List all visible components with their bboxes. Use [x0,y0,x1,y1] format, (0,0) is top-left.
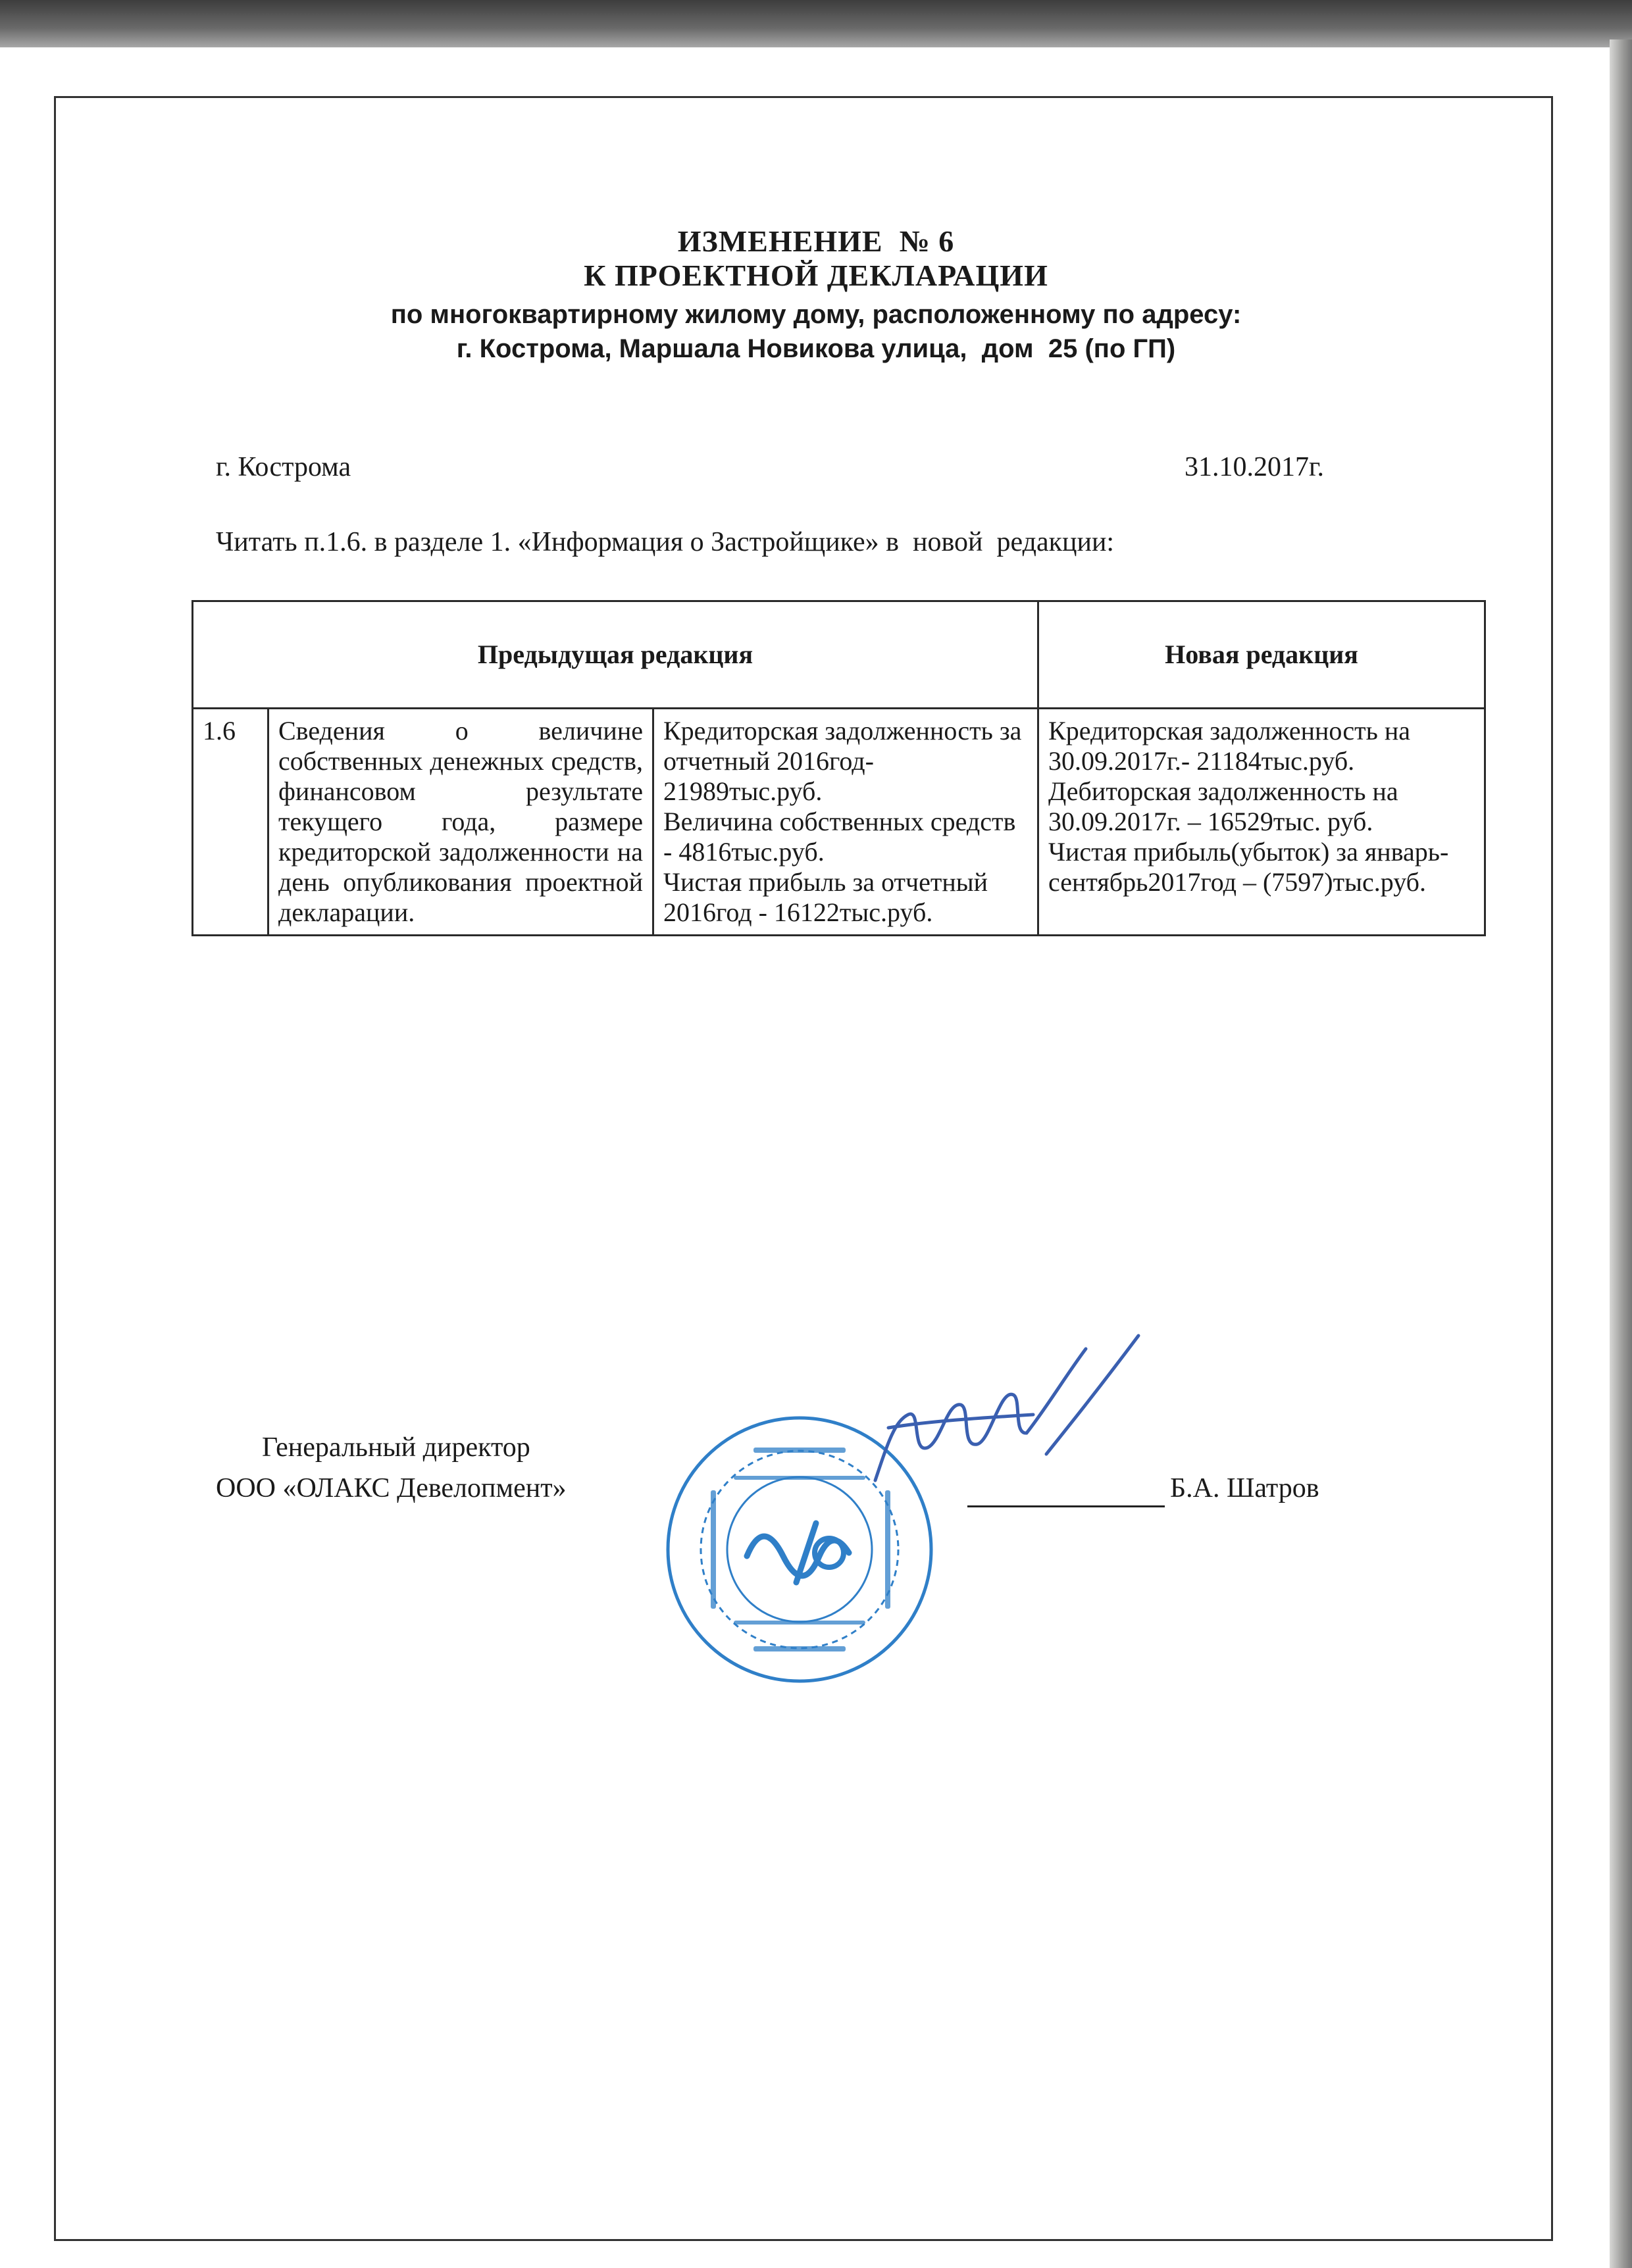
signatory-name: Б.А. Шатров [1170,1473,1319,1503]
intro-text: Читать п.1.6. в разделе 1. «Информация о Застройщике» в новой редакции: [216,527,1115,557]
signatory-position: Генеральный директор [262,1432,530,1463]
previous-line: Чистая прибыль за отчетный 2016год - 16122тыс.руб. [663,867,988,927]
row-previous [653,709,1038,936]
new-line: Дебиторская задолженность на 30.09.2017г. – 16529тыс. руб. [1048,776,1398,836]
doc-title-line2: К ПРОЕКТНОЙ ДЕКЛАРАЦИИ [584,259,1048,292]
doc-title-line1: ИЗМЕНЕНИЕ № 6 [677,224,955,258]
previous-line: Кредиторская задолженность за отчетный 2016год- 21989тыс.руб. [663,716,1022,806]
new-line: Кредиторская задолженность на 30.09.2017г.- 21184тыс.руб. [1048,716,1411,776]
declaration-table [191,600,1486,936]
table-row [193,709,1485,936]
scan-dark-edge-right [1610,39,1632,2268]
doc-city: г. Кострома [216,452,351,482]
row-description: Сведения о величине собственных денежных средств, финансовом результате текущего года, размере кредиторской задолженности на день опубликования проектной декларации. [268,709,653,936]
doc-subtitle-line2: г. Кострома, Маршала Новикова улица, дом 25 (по ГП) [456,334,1176,363]
signatory-company: ООО «ОЛАКС Девелопмент» [216,1473,567,1503]
doc-date: 31.10.2017г. [1185,452,1324,482]
page-frame [54,96,1553,2241]
header-previous: Предыдущая редакция [193,601,1038,709]
table-header-row [193,601,1485,709]
header-new: Новая редакция [1038,601,1485,709]
new-line: Чистая прибыль(убыток) за январь-сентябрь2017год – (7597)тыс.руб. [1048,837,1449,897]
row-new [1038,709,1485,936]
previous-line: Величина собственных средств - 4816тыс.руб. [663,807,1016,867]
doc-subtitle-line1: по многоквартирному жилому дому, расположенному по адресу: [390,300,1242,329]
signature-icon [849,1323,1191,1520]
row-number: 1.6 [193,709,268,936]
scan-dark-edge-top [0,0,1632,47]
